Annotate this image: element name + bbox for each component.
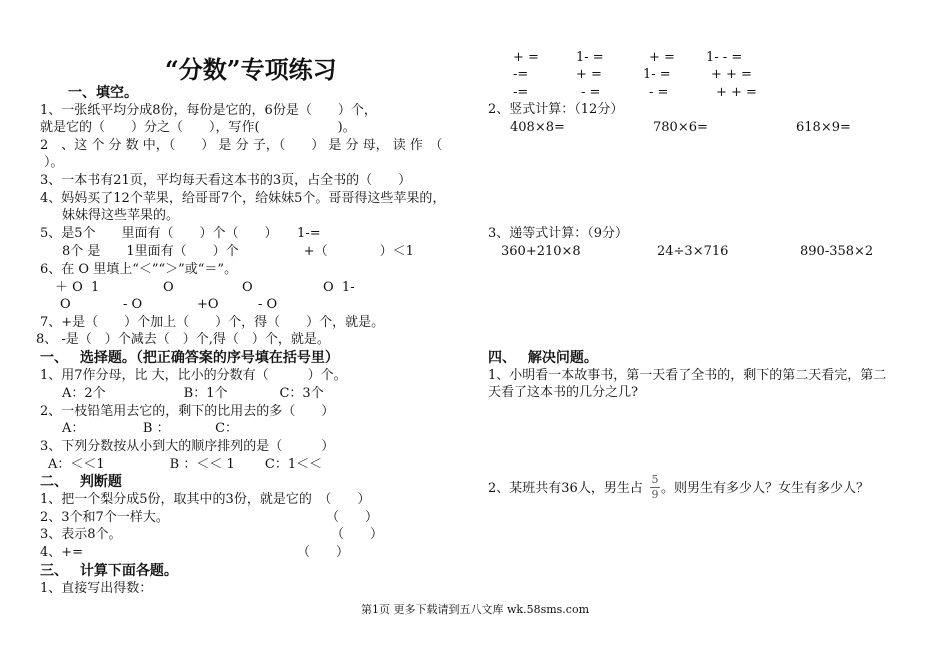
compare-r1-c: O	[242, 280, 253, 295]
fill-q1-line1: 1、一张纸平均分成8份，每份是它的，6份是（ ）个，	[40, 103, 377, 118]
judge-q2-paren: （ ）	[326, 510, 379, 525]
problem-2-part1: 2、某班共有36人，男生占	[488, 481, 643, 496]
direct-r1-b: 1- =	[576, 50, 604, 65]
stepwise-calc-3: 890-358×2	[800, 244, 874, 259]
problem-1-line1: 1、小明看一本故事书，第一天看了全书的，剩下的第二天看完，第二	[488, 368, 887, 383]
judge-q4-paren: （ ）	[297, 545, 350, 560]
compare-r2-c: +O	[197, 297, 219, 312]
vertical-calc-1: 408×8=	[510, 120, 565, 135]
judge-q2: 2、3个和7个一样大。	[40, 510, 169, 525]
problem-2-part2: 。则男生有多少人？女生有多少人？	[661, 481, 870, 496]
compare-r1-a: ＋ O 1	[55, 280, 100, 295]
fill-q4-line1: 4、妈妈买了12个苹果，给哥哥7个，给妹妹5个。哥哥得这些苹果的，	[40, 191, 446, 206]
calc-direct-heading: 1、直接写出得数：	[40, 581, 153, 596]
vertical-calc-3: 618×9=	[796, 120, 851, 135]
fill-q2-line2: ）。	[44, 155, 64, 170]
direct-r2-a: -=	[513, 67, 529, 82]
page-footer: 第1页 更多下载请到五八文库 wk.58sms.com	[361, 603, 589, 616]
fraction-numerator: 5	[651, 473, 659, 486]
choice-q1: 1、用7作分母，比 大，比小的分数有（ ）个。	[40, 368, 347, 383]
direct-r3-a: -=	[513, 85, 529, 100]
section-fill-blank-heading: 一、填空。	[68, 85, 138, 101]
fill-q7: 7、+是（ ）个加上（ ）个，得（ ）个，就是。	[40, 315, 385, 330]
judge-q4: 4、+=	[40, 545, 84, 560]
choice-q3: 3、下列分数按从小到大的顺序排列的是（ ）	[40, 439, 335, 454]
fill-q3: 3、一本书有21页，平均每天看这本书的3页，占全书的（ ）	[40, 173, 412, 188]
section-problem-heading: 四、 解决问题。	[488, 350, 598, 366]
judge-q3-paren: （ ）	[331, 527, 384, 542]
direct-r2-c: 1- =	[643, 67, 671, 82]
judge-q3: 3、表示8个。	[40, 527, 122, 542]
vertical-calc-2: 780×6=	[653, 120, 708, 135]
section-judge-heading: 二、 判断题	[40, 474, 122, 490]
page-title: “分数”专项练习	[165, 55, 337, 84]
choice-q1-options: A：2个 B：1个 C：3个	[62, 386, 324, 401]
fill-q4-line2: 妹妹得这些苹果的。	[62, 208, 180, 223]
direct-r3-c: - =	[649, 85, 669, 100]
compare-r2-b: - O	[123, 297, 143, 312]
fraction-five-ninths	[650, 474, 660, 501]
fill-q5-line2: 8个 是 1里面有（ ）个 +（ ）＜1	[62, 244, 414, 259]
fill-q2-line1: 2 、这 个 分 数 中，（ ） 是 分 子，（ ） 是 分 母， 读 作 （	[40, 138, 443, 153]
fraction-denominator: 9	[651, 488, 659, 501]
fill-q8: 8、 -是（ ）个减去（ ）个,得（ ）个，就是。	[36, 332, 330, 347]
compare-r2-d: - O	[258, 297, 278, 312]
problem-1-line2: 天看了这本书的几分之几?	[488, 385, 638, 400]
stepwise-calc-2: 24÷3×716	[657, 244, 729, 259]
fill-q5-line1: 5、是5个 里面有（ ）个（ ） 1-=	[40, 226, 321, 241]
choice-q3-options: A：＜＜1 B ：＜＜ 1 C：1＜＜	[48, 457, 323, 472]
direct-r1-a: + =	[513, 50, 539, 65]
compare-r1-d: O 1-	[323, 280, 355, 295]
fill-q1-line2: 就是它的（ ）分之（ ），写作( )。	[40, 120, 356, 135]
section-calc-heading: 三、 计算下面各题。	[40, 563, 178, 579]
direct-r3-d: + + =	[716, 85, 757, 100]
direct-r1-c: + =	[649, 50, 675, 65]
direct-r3-b: - =	[581, 85, 601, 100]
stepwise-calc-heading: 3、递等式计算：（9分）	[488, 226, 629, 241]
choice-q2: 2、一枝铅笔用去它的，剩下的比用去的多（ ）	[40, 404, 335, 419]
compare-r2-a: O	[60, 297, 71, 312]
section-choice-heading: 一、 选择题。（把正确答案的序号填在括号里）	[40, 350, 339, 366]
compare-r1-b: O	[163, 280, 174, 295]
stepwise-calc-1: 360+210×8	[501, 244, 581, 259]
fill-q6: 6、在 O 里填上“＜”“＞”或“＝”。	[40, 262, 238, 277]
direct-r1-d: 1- - =	[706, 50, 743, 65]
direct-r2-b: + =	[576, 67, 602, 82]
vertical-calc-heading: 2、竖式计算：（12分）	[488, 102, 624, 117]
direct-r2-d: + + =	[711, 67, 752, 82]
choice-q2-options: A： B ： C：	[62, 421, 239, 436]
judge-q1: 1、把一个梨分成5份，取其中的3份，就是它的 （ ）	[40, 492, 371, 507]
